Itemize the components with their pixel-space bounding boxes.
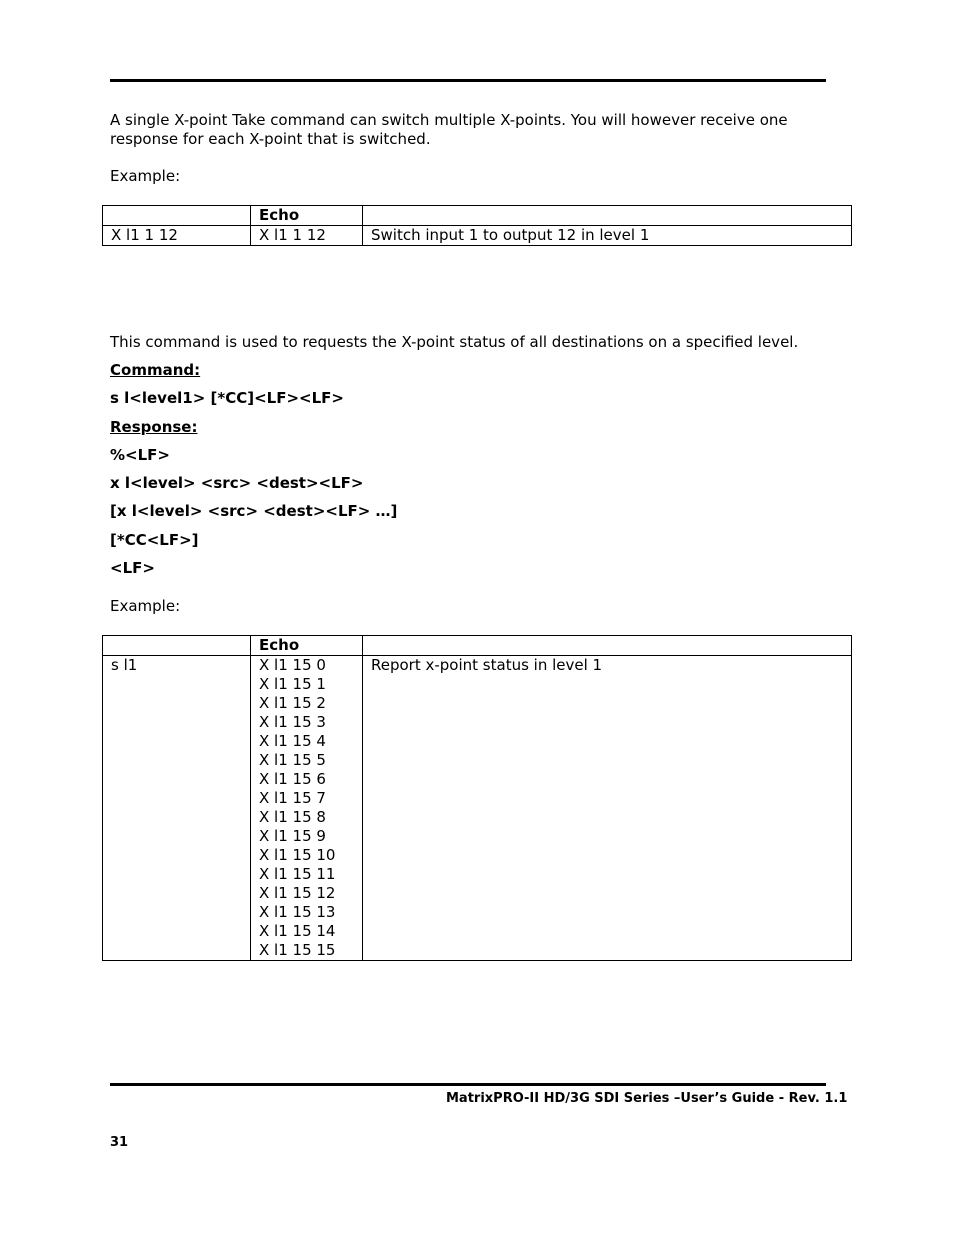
echo-line: X l1 15 10 [259, 846, 336, 864]
header-rule [110, 79, 826, 82]
echo-line: X l1 15 7 [259, 789, 326, 807]
response-line: [x l<level> <src> <dest><LF> …] [110, 502, 398, 520]
response-line: %<LF> [110, 446, 170, 464]
table-header-row [103, 206, 852, 226]
description-cell: Report x-point status in level 1 [363, 656, 852, 961]
command-cell: X l1 1 12 [103, 226, 251, 246]
example-table-1 [102, 205, 852, 246]
command-syntax: s l<level1> [*CC]<LF><LF> [110, 389, 344, 407]
table-header-cell [363, 636, 852, 656]
table-header-cell: Echo [251, 636, 363, 656]
description-cell: Switch input 1 to output 12 in level 1 [363, 226, 852, 246]
response-line: x l<level> <src> <dest><LF> [110, 474, 364, 492]
echo-cell: X l1 1 12 [251, 226, 363, 246]
response-line: [*CC<LF>] [110, 531, 199, 549]
echo-cell [251, 656, 363, 961]
echo-line: X l1 15 2 [259, 694, 326, 712]
example-label-2: Example: [110, 597, 181, 615]
example-table-2 [102, 635, 852, 961]
echo-line: X l1 15 3 [259, 713, 326, 731]
footer-title: MatrixPRO-II HD/3G SDI Series –User’s Guide - Rev. 1.1 [446, 1091, 848, 1106]
echo-line: X l1 15 8 [259, 808, 326, 826]
echo-line: X l1 15 0 [259, 656, 326, 674]
intro-line-1: A single X-point Take command can switch multiple X-points. You will however receive one [110, 111, 788, 129]
echo-line: X l1 15 13 [259, 903, 336, 921]
table-header-cell [103, 206, 251, 226]
example-label-1: Example: [110, 167, 181, 185]
command-cell: s l1 [103, 656, 251, 961]
echo-line: X l1 15 5 [259, 751, 326, 769]
table-row [103, 656, 852, 961]
table-header-cell: Echo [251, 206, 363, 226]
response-line: <LF> [110, 559, 155, 577]
echo-line: X l1 15 1 [259, 675, 326, 693]
echo-line: X l1 15 12 [259, 884, 336, 902]
table-row [103, 226, 852, 246]
intro-line-2: response for each X-point that is switched. [110, 130, 431, 148]
echo-line: X l1 15 11 [259, 865, 336, 883]
footer-rule [110, 1083, 826, 1086]
table-header-cell [103, 636, 251, 656]
table-header-row [103, 636, 852, 656]
echo-line: X l1 15 9 [259, 827, 326, 845]
section-description: This command is used to requests the X-point status of all destinations on a specified level. [110, 333, 799, 351]
echo-line: X l1 15 14 [259, 922, 336, 940]
echo-line: X l1 15 15 [259, 941, 336, 959]
command-heading: Command: [110, 361, 201, 379]
table-header-cell [363, 206, 852, 226]
response-heading: Response: [110, 418, 198, 436]
echo-line: X l1 15 4 [259, 732, 326, 750]
page-number: 31 [110, 1135, 129, 1150]
echo-line: X l1 15 6 [259, 770, 326, 788]
